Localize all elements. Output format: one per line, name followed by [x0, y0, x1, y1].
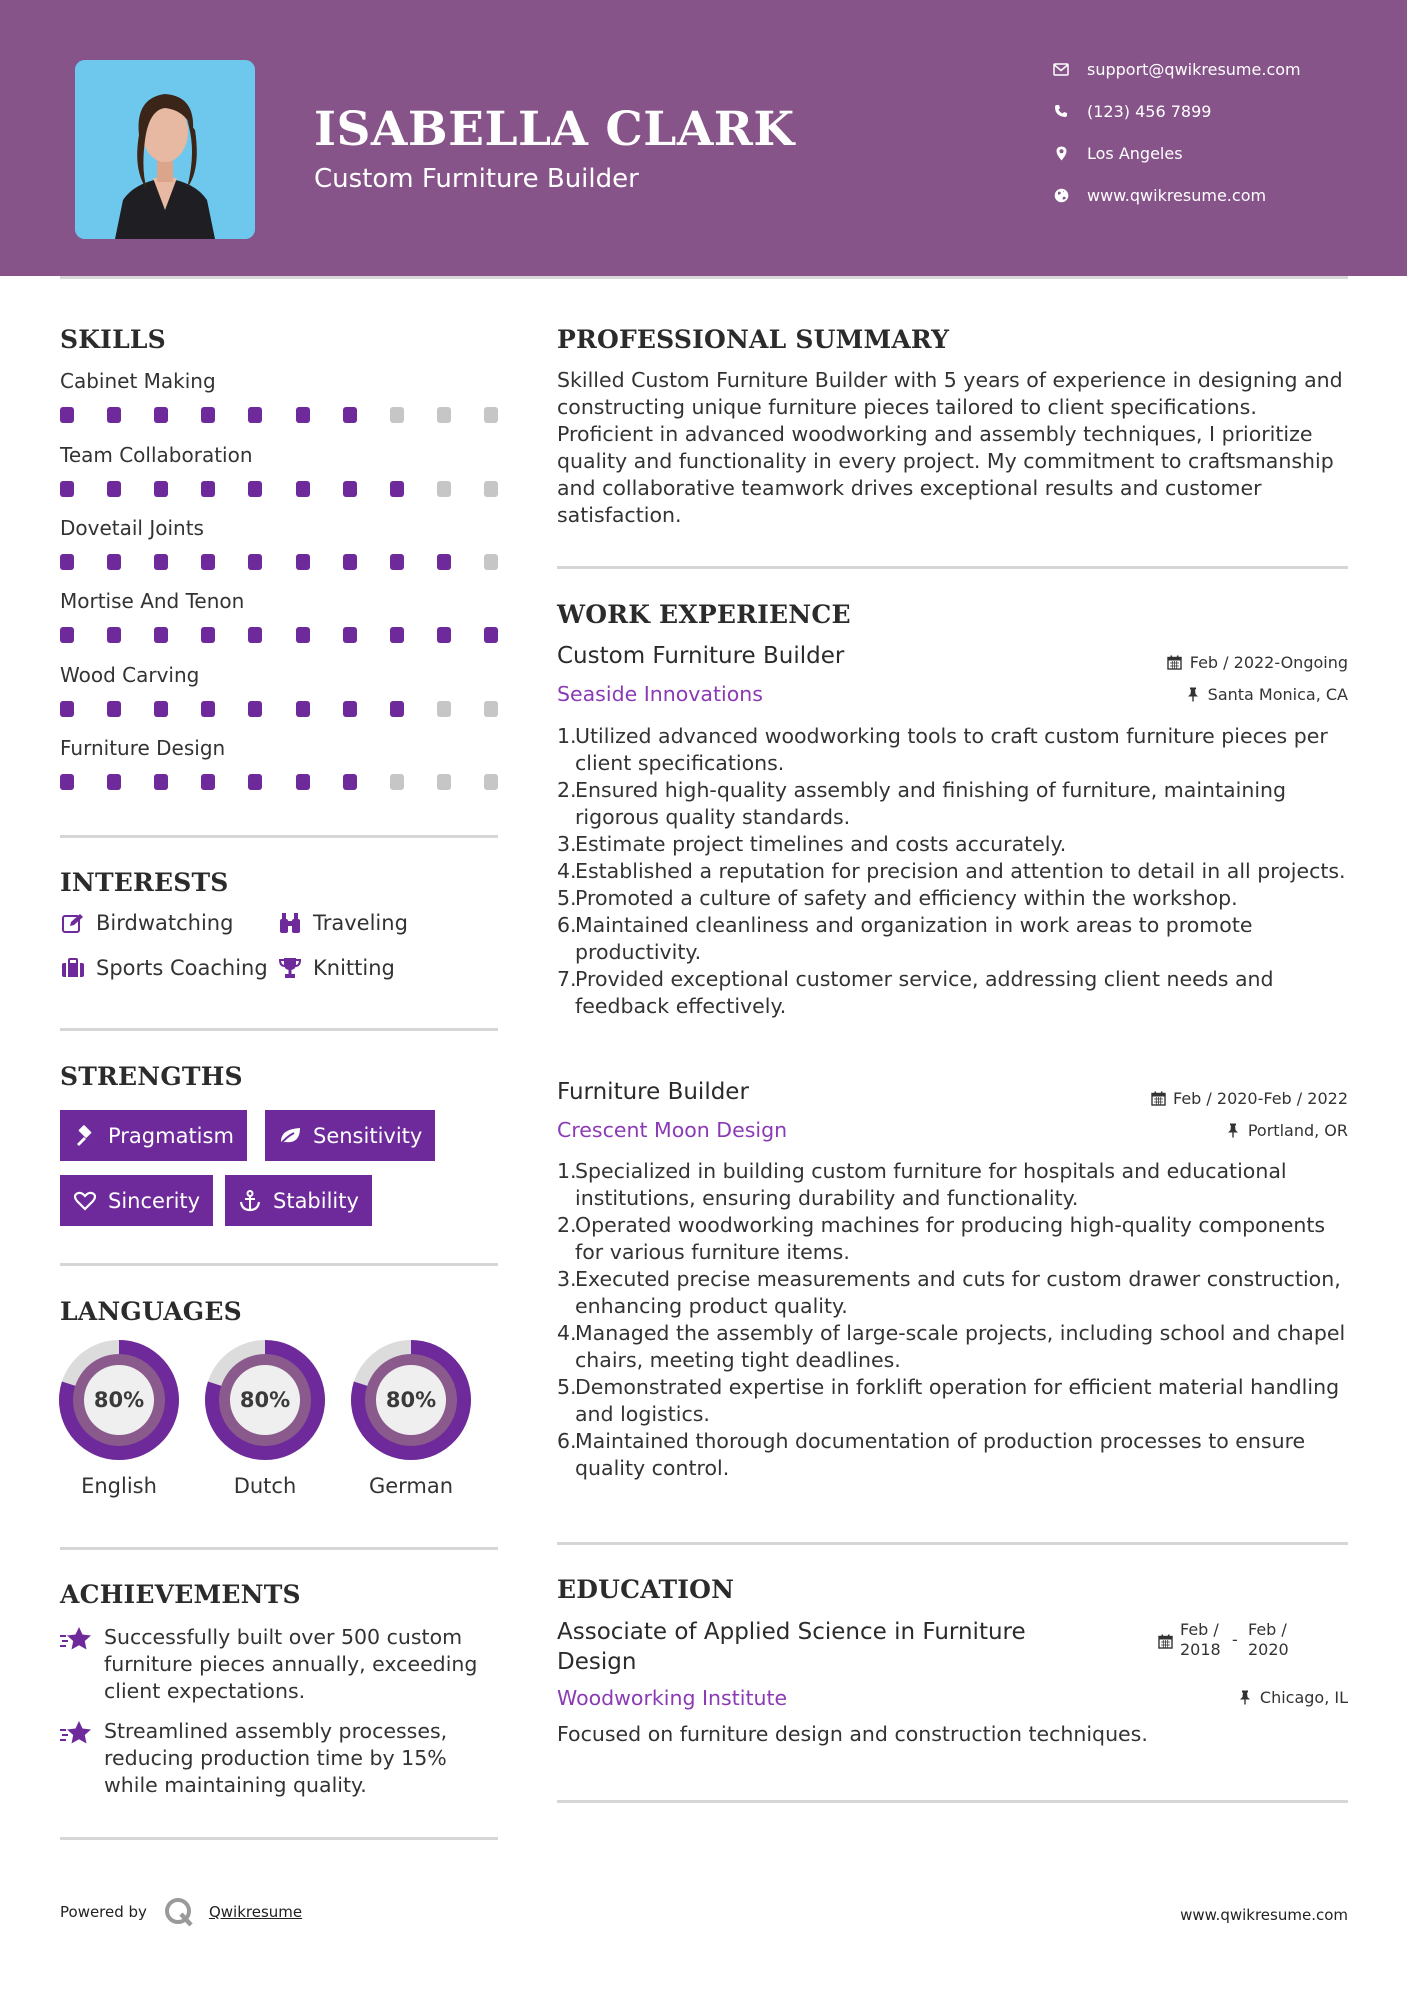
- calendar-icon: [1166, 654, 1184, 672]
- skill-dot-filled: [60, 774, 74, 790]
- contact-email[interactable]: [1050, 58, 1390, 80]
- skill-dot-filled: [248, 774, 262, 790]
- skill-dot-filled: [107, 407, 121, 423]
- strength-label: Sensitivity: [313, 1123, 423, 1148]
- interest-item: [60, 910, 233, 936]
- skill-dot-filled: [201, 407, 215, 423]
- skill-dot-empty: [484, 554, 498, 570]
- skill-name: Team Collaboration: [60, 443, 253, 467]
- bullet-number: 4.: [557, 1321, 577, 1345]
- job-bullet: [557, 1212, 1347, 1266]
- skill-item: [60, 369, 500, 423]
- job-bullet: [557, 777, 1347, 831]
- education-end: Feb / 2020: [1248, 1620, 1289, 1659]
- interest-label: Traveling: [313, 911, 408, 935]
- skill-dot-filled: [154, 701, 168, 717]
- skill-dot-filled: [248, 554, 262, 570]
- skill-dot-filled: [201, 554, 215, 570]
- section-divider: [557, 1800, 1348, 1803]
- skill-dot-filled: [296, 774, 310, 790]
- interest-item: [60, 955, 268, 981]
- interest-item: [277, 910, 408, 936]
- interest-label: Knitting: [313, 956, 395, 980]
- skill-dot-filled: [154, 407, 168, 423]
- contact-phone[interactable]: [1050, 100, 1390, 122]
- skill-dot-filled: [60, 701, 74, 717]
- achievement-item: [60, 1624, 500, 1705]
- profile-photo: [75, 60, 255, 239]
- star-icon: [60, 1718, 94, 1799]
- footer-powered-by: [60, 1896, 302, 1928]
- bullet-text: Executed precise measurements and cuts for custom drawer construction, enhancing product quality.: [575, 1267, 1341, 1318]
- skill-dot-filled: [296, 481, 310, 497]
- bullet-number: 1.: [557, 1159, 577, 1183]
- education-degree: Associate of Applied Science in Furniture Design: [557, 1619, 1026, 1675]
- bullet-text: Estimate project timelines and costs accurately.: [575, 832, 1067, 856]
- skill-level-dots: [60, 407, 498, 423]
- skill-dot-empty: [390, 774, 404, 790]
- job-title: Furniture Builder: [557, 1079, 749, 1105]
- date-separator: -: [1232, 1630, 1238, 1649]
- interests-title: INTERESTS: [60, 868, 229, 897]
- bullet-number: 2.: [557, 778, 577, 802]
- skill-dot-filled: [107, 481, 121, 497]
- strength-label: Pragmatism: [108, 1123, 234, 1148]
- language-name: Dutch: [233, 1474, 297, 1498]
- skill-name: Furniture Design: [60, 736, 226, 760]
- bullet-text: Established a reputation for precision and attention to detail in all projects.: [575, 859, 1346, 883]
- contact-location-text: Los Angeles: [1087, 143, 1183, 163]
- calendar-icon: [1149, 1090, 1167, 1108]
- map-pin-icon: [1050, 142, 1072, 164]
- resume-header: [0, 0, 1407, 276]
- pushpin-icon: [1184, 686, 1202, 704]
- section-divider: [60, 1028, 498, 1031]
- interest-label: Sports Coaching: [96, 956, 268, 980]
- skill-item: [60, 516, 500, 570]
- job-company: Crescent Moon Design: [557, 1118, 788, 1142]
- job-bullet: [557, 966, 1347, 1020]
- qwikresume-logo-icon: [163, 1896, 195, 1928]
- bullet-number: 2.: [557, 1213, 577, 1237]
- skill-dot-filled: [343, 701, 357, 717]
- skill-dot-filled: [437, 627, 451, 643]
- skill-dot-filled: [154, 627, 168, 643]
- language-name: German: [368, 1474, 454, 1498]
- skill-level-dots: [60, 554, 498, 570]
- pushpin-icon: [1236, 1689, 1254, 1707]
- bullet-text: Specialized in building custom furniture for hospitals and educational institutions, ensuring durability and functionality.: [575, 1159, 1287, 1210]
- job-bullet: [557, 723, 1347, 777]
- job-dates: [1166, 653, 1348, 672]
- skill-item: [60, 589, 500, 643]
- job-bullets: [557, 723, 1347, 1020]
- interest-item: [277, 955, 395, 981]
- language-item: [205, 1340, 325, 1498]
- bullet-text: Ensured high-quality assembly and finishing of furniture, maintaining rigorous quality standards.: [575, 778, 1287, 829]
- job-location-text: Santa Monica, CA: [1207, 685, 1348, 704]
- section-divider: [60, 1837, 498, 1840]
- skill-name: Mortise And Tenon: [60, 589, 245, 613]
- job-bullet: [557, 1320, 1347, 1374]
- bullet-number: 3.: [557, 832, 577, 856]
- section-divider: [557, 566, 1348, 569]
- skill-dot-filled: [60, 481, 74, 497]
- star-icon: [60, 1624, 94, 1705]
- gavel-icon: [73, 1124, 97, 1148]
- anchor-icon: [238, 1189, 262, 1213]
- skill-dot-filled: [60, 554, 74, 570]
- skill-dot-filled: [484, 627, 498, 643]
- strength-label: Sincerity: [108, 1188, 201, 1213]
- bullet-number: 7.: [557, 967, 577, 991]
- leaf-icon: [278, 1124, 302, 1148]
- contact-location: [1050, 142, 1390, 164]
- job-bullet: [557, 1158, 1347, 1212]
- skill-dot-empty: [390, 407, 404, 423]
- skill-item: [60, 736, 500, 790]
- skill-dot-filled: [437, 554, 451, 570]
- job-location: [1184, 685, 1348, 704]
- bullet-text: Operated woodworking machines for producing high-quality components for various furniture items.: [575, 1213, 1326, 1264]
- section-divider: [60, 835, 498, 838]
- skill-dot-empty: [437, 774, 451, 790]
- language-name: English: [81, 1474, 157, 1498]
- skill-level-dots: [60, 701, 498, 717]
- phone-icon: [1050, 100, 1072, 122]
- summary-title: PROFESSIONAL SUMMARY: [557, 325, 950, 354]
- skill-dot-filled: [107, 627, 121, 643]
- skill-dot-filled: [296, 701, 310, 717]
- pencil-square-icon: [60, 910, 86, 936]
- skill-dot-filled: [343, 554, 357, 570]
- education-title: EDUCATION: [557, 1575, 735, 1604]
- bullet-number: 1.: [557, 724, 577, 748]
- briefcase-icon: [60, 955, 86, 981]
- bullet-text: Promoted a culture of safety and efficiency within the workshop.: [575, 886, 1238, 910]
- skill-dot-filled: [107, 701, 121, 717]
- education-dates: [1156, 1620, 1300, 1660]
- strengths-title: STRENGTHS: [60, 1062, 243, 1091]
- skill-dot-filled: [390, 554, 404, 570]
- job-bullet: [557, 1374, 1347, 1428]
- language-percent: 80%: [385, 1388, 437, 1412]
- skills-title: SKILLS: [60, 325, 166, 354]
- binoculars-icon: [277, 910, 303, 936]
- skill-dot-filled: [201, 701, 215, 717]
- summary-text: Skilled Custom Furniture Builder with 5 years of experience in designing and constructing unique furniture pieces tailored to client specifications. Proficient in advanced woodworking and assembly techniques, I prioritize quality and functionality in every project. My commitment to craftsmanship and collaborative teamwork drives exceptional results and customer satisfaction.: [557, 368, 1343, 527]
- skill-dot-filled: [248, 627, 262, 643]
- job-bullet: [557, 831, 1347, 858]
- skill-dot-filled: [343, 481, 357, 497]
- job-title: Custom Furniture Builder: [557, 643, 845, 669]
- skill-dot-empty: [437, 407, 451, 423]
- strength-chip: [60, 1110, 247, 1161]
- job-bullet: [557, 885, 1347, 912]
- job-company: Seaside Innovations: [557, 682, 763, 706]
- skill-item: [60, 663, 500, 717]
- language-percent: 80%: [239, 1388, 291, 1412]
- bullet-text: Maintained cleanliness and organization in work areas to promote productivity.: [575, 913, 1253, 964]
- skill-dot-filled: [296, 407, 310, 423]
- job-bullet: [557, 858, 1347, 885]
- skill-level-dots: [60, 774, 498, 790]
- footer-website[interactable]: www.qwikresume.com: [1180, 1906, 1348, 1924]
- skill-item: [60, 443, 500, 497]
- skill-dot-empty: [484, 481, 498, 497]
- bullet-text: Demonstrated expertise in forklift operation for efficient material handling and logistics.: [575, 1375, 1340, 1426]
- strength-chip: [225, 1175, 372, 1226]
- achievements-title: ACHIEVEMENTS: [60, 1580, 301, 1609]
- skill-dot-filled: [343, 627, 357, 643]
- skill-name: Cabinet Making: [60, 369, 216, 393]
- skill-dot-empty: [437, 481, 451, 497]
- skill-dot-filled: [60, 627, 74, 643]
- job-dates-text: Feb / 2020-Feb / 2022: [1173, 1089, 1348, 1108]
- language-ring: [205, 1340, 325, 1460]
- bullet-number: 4.: [557, 859, 577, 883]
- skill-dot-filled: [201, 481, 215, 497]
- language-item: [351, 1340, 471, 1498]
- skill-dot-filled: [107, 774, 121, 790]
- contact-website-text: www.qwikresume.com: [1087, 185, 1267, 205]
- job-bullet: [557, 1266, 1347, 1320]
- calendar-icon: [1156, 1632, 1174, 1650]
- heart-icon: [73, 1189, 97, 1213]
- achievement-text: Streamlined assembly processes, reducing production time by 15% while maintaining quality.: [104, 1719, 448, 1797]
- section-divider: [60, 1263, 498, 1266]
- language-ring: [351, 1340, 471, 1460]
- job-location-text: Portland, OR: [1247, 1121, 1348, 1140]
- candidate-name: ISABELLA CLARK: [314, 102, 795, 157]
- skill-dot-filled: [390, 701, 404, 717]
- bullet-number: 3.: [557, 1267, 577, 1291]
- bullet-text: Utilized advanced woodworking tools to craft custom furniture pieces per client specifications.: [575, 724, 1328, 775]
- section-divider: [60, 1547, 498, 1550]
- skill-dot-empty: [484, 774, 498, 790]
- education-location: [1236, 1688, 1348, 1707]
- contact-phone-text: (123) 456 7899: [1087, 101, 1212, 121]
- strength-chip: [265, 1110, 435, 1161]
- education-school: Woodworking Institute: [557, 1686, 788, 1710]
- bullet-text: Managed the assembly of large-scale projects, including school and chapel chairs, meeting tight deadlines.: [575, 1321, 1346, 1372]
- job-dates: [1149, 1089, 1348, 1108]
- globe-icon: [1050, 184, 1072, 206]
- job-bullet: [557, 1428, 1347, 1482]
- job-bullets: [557, 1158, 1347, 1482]
- strength-chip: [60, 1175, 213, 1226]
- education-location-text: Chicago, IL: [1259, 1688, 1348, 1707]
- skill-dot-empty: [437, 701, 451, 717]
- skill-dot-filled: [154, 774, 168, 790]
- language-percent: 80%: [93, 1388, 145, 1412]
- powered-by-text: Powered by: [60, 1903, 147, 1921]
- skill-dot-empty: [484, 701, 498, 717]
- job-bullet: [557, 912, 1347, 966]
- skill-dot-filled: [343, 407, 357, 423]
- skill-name: Dovetail Joints: [60, 516, 204, 540]
- bullet-number: 5.: [557, 886, 577, 910]
- skill-dot-filled: [201, 774, 215, 790]
- bullet-number: 6.: [557, 1429, 577, 1453]
- contact-email-text: support@qwikresume.com: [1087, 59, 1301, 79]
- skill-dot-filled: [296, 554, 310, 570]
- skill-dot-filled: [343, 774, 357, 790]
- candidate-role: Custom Furniture Builder: [314, 164, 639, 194]
- language-ring: [59, 1340, 179, 1460]
- skill-dot-filled: [60, 407, 74, 423]
- bullet-number: 5.: [557, 1375, 577, 1399]
- skill-dot-filled: [248, 407, 262, 423]
- skill-dot-filled: [296, 627, 310, 643]
- education-description: Focused on furniture design and construction techniques.: [557, 1722, 1148, 1746]
- bullet-number: 6.: [557, 913, 577, 937]
- skill-dot-filled: [201, 627, 215, 643]
- skill-dot-filled: [390, 627, 404, 643]
- interest-label: Birdwatching: [96, 911, 234, 935]
- skill-dot-filled: [248, 481, 262, 497]
- achievement-text: Successfully built over 500 custom furniture pieces annually, exceeding client expectations.: [104, 1625, 478, 1703]
- skill-dot-filled: [154, 481, 168, 497]
- strength-label: Stability: [273, 1188, 359, 1213]
- qwikresume-link[interactable]: Qwikresume: [208, 1903, 303, 1921]
- job-dates-text: Feb / 2022-Ongoing: [1189, 653, 1348, 672]
- language-item: [59, 1340, 179, 1498]
- skill-dot-filled: [154, 554, 168, 570]
- education-start: Feb / 2018: [1180, 1620, 1221, 1659]
- skill-dot-filled: [390, 481, 404, 497]
- contact-website[interactable]: [1050, 184, 1390, 206]
- header-divider: [60, 276, 1348, 279]
- skill-level-dots: [60, 627, 498, 643]
- skill-dot-filled: [248, 701, 262, 717]
- languages-title: LANGUAGES: [60, 1297, 242, 1326]
- envelope-icon: [1050, 58, 1072, 80]
- section-divider: [557, 1542, 1348, 1545]
- pushpin-icon: [1224, 1122, 1242, 1140]
- job-location: [1224, 1121, 1348, 1140]
- skill-name: Wood Carving: [60, 663, 200, 687]
- experience-title: WORK EXPERIENCE: [557, 600, 851, 629]
- bullet-text: Provided exceptional customer service, addressing client needs and feedback effectively.: [575, 967, 1274, 1018]
- trophy-icon: [277, 955, 303, 981]
- skill-dot-empty: [484, 407, 498, 423]
- achievement-item: [60, 1718, 500, 1799]
- skill-dot-filled: [107, 554, 121, 570]
- skill-level-dots: [60, 481, 498, 497]
- bullet-text: Maintained thorough documentation of production processes to ensure quality control.: [575, 1429, 1306, 1480]
